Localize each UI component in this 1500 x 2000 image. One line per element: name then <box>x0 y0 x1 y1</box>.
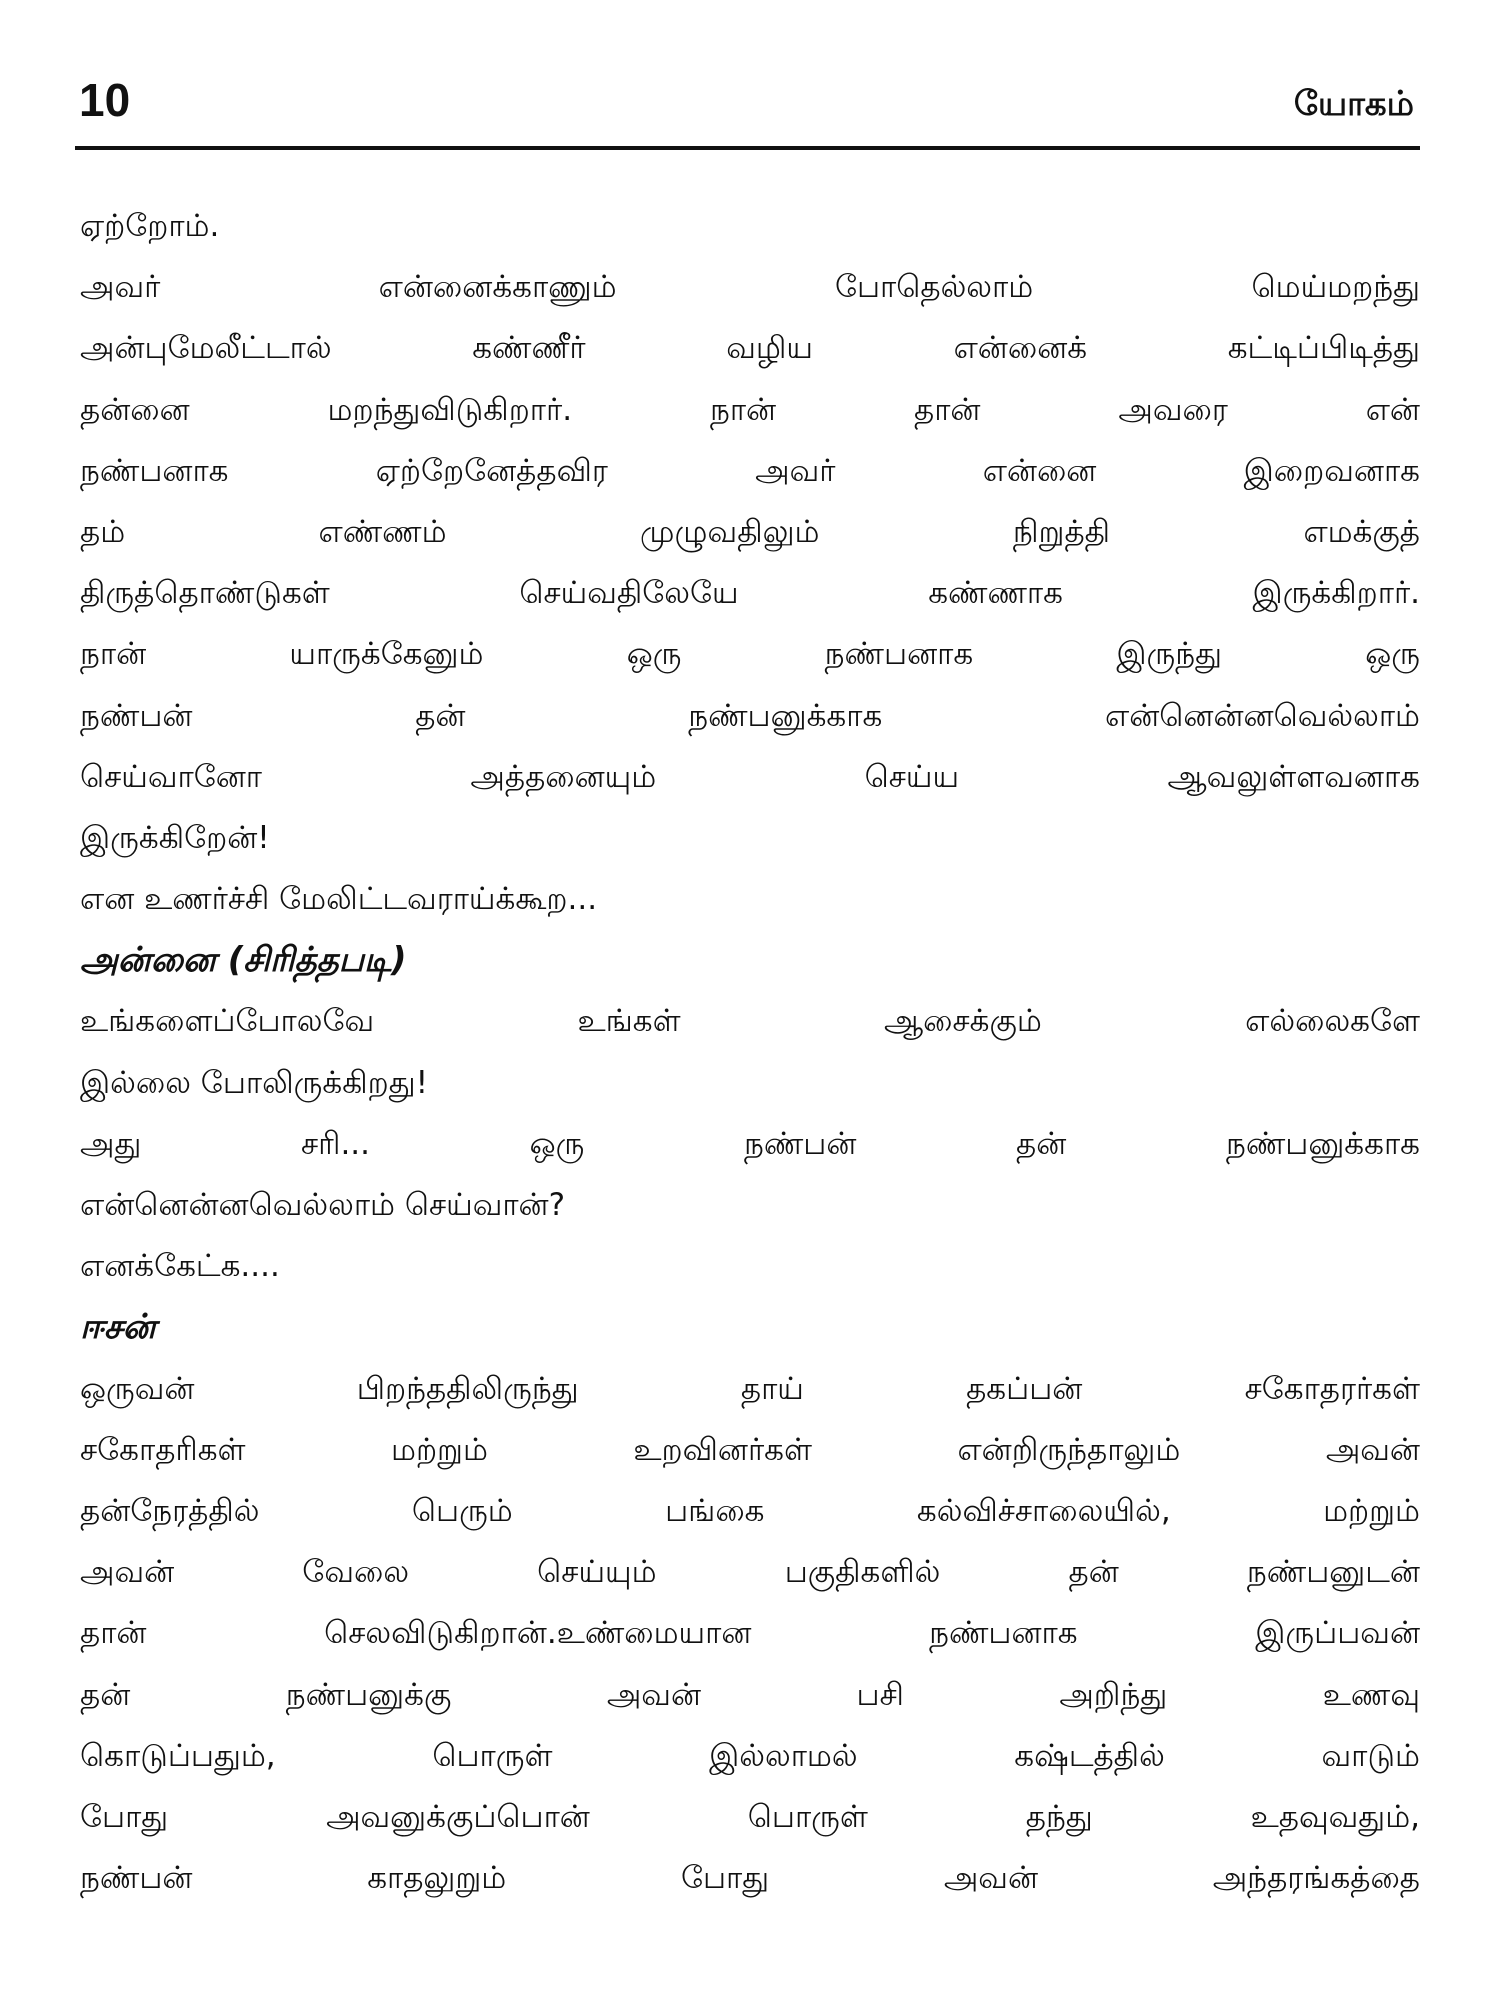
text-line: திருத்தொண்டுகள் செய்வதிலேயே கண்ணாக இருக்கிறார். <box>80 575 1420 612</box>
text-line: அவன் வேலை செய்யும் பகுதிகளில் தன் நண்பனுடன் <box>80 1554 1420 1591</box>
text-line: உங்களைப்போலவே உங்கள் ஆசைக்கும் எல்லைகளே <box>80 1003 1420 1040</box>
text-line: நண்பன் தன் நண்பனுக்காக என்னென்னவெல்லாம் <box>80 697 1420 734</box>
text-line: போது அவனுக்குப்பொன் பொருள் தந்து உதவுவதும், <box>80 1798 1420 1835</box>
text-line: தம் எண்ணம் முழுவதிலும் நிறுத்தி எமக்குத் <box>80 513 1420 550</box>
speaker-name: அன்னை (சிரித்தபடி) <box>80 940 407 981</box>
text-line: ஒருவன் பிறந்ததிலிருந்து தாய் தகப்பன் சகோதரர்கள் <box>80 1370 1420 1407</box>
text-line: அது சரி... ஒரு நண்பன் தன் நண்பனுக்காக <box>80 1125 1420 1162</box>
text-line: ஏற்றோம். <box>80 208 220 244</box>
text-line: தன்நேரத்தில் பெரும் பங்கை கல்விச்சாலையில், மற்றும் <box>80 1492 1420 1529</box>
text-line: என உணர்ச்சி மேலிட்டவராய்க்கூற... <box>80 881 598 918</box>
text-line: இருக்கிறேன்! <box>80 819 270 856</box>
text-line: இல்லை போலிருக்கிறது! <box>80 1064 429 1101</box>
page-header <box>75 70 1420 150</box>
text-line: நான் யாருக்கேனும் ஒரு நண்பனாக இருந்து ஒரு <box>80 636 1420 673</box>
text-line: நண்பன் காதலுறும் போது அவன் அந்தரங்கத்தை <box>80 1860 1420 1897</box>
body-text <box>80 196 1420 1909</box>
running-title: யோகம் <box>1293 84 1414 124</box>
speaker-name: ஈசன் <box>80 1307 156 1348</box>
page-number: 10 <box>79 74 131 126</box>
text-line: எனக்கேட்க.... <box>80 1248 280 1285</box>
text-line: என்னென்னவெல்லாம் செய்வான்? <box>80 1187 566 1223</box>
text-line: கொடுப்பதும், பொருள் இல்லாமல் கஷ்டத்தில் வாடும் <box>80 1737 1420 1774</box>
text-line: சகோதரிகள் மற்றும் உறவினர்கள் என்றிருந்தாலும் அவன் <box>80 1431 1420 1468</box>
text-line: தான் செலவிடுகிறான்.உண்மையான நண்பனாக இருப்பவன் <box>80 1615 1420 1652</box>
text-line: தன் நண்பனுக்கு அவன் பசி அறிந்து உணவு <box>80 1676 1420 1713</box>
text-line: அவர் என்னைக்காணும் போதெல்லாம் மெய்மறந்து <box>80 269 1420 306</box>
text-line: அன்புமேலீட்டால் கண்ணீர் வழிய என்னைக் கட்டிப்பிடித்து <box>80 330 1420 367</box>
text-line: நண்பனாக ஏற்றேனேத்தவிர அவர் என்னை இறைவனாக <box>80 452 1420 489</box>
text-line: செய்வானோ அத்தனையும் செய்ய ஆவலுள்ளவனாக <box>80 758 1420 795</box>
text-line: தன்னை மறந்துவிடுகிறார். நான் தான் அவரை என் <box>80 391 1420 428</box>
